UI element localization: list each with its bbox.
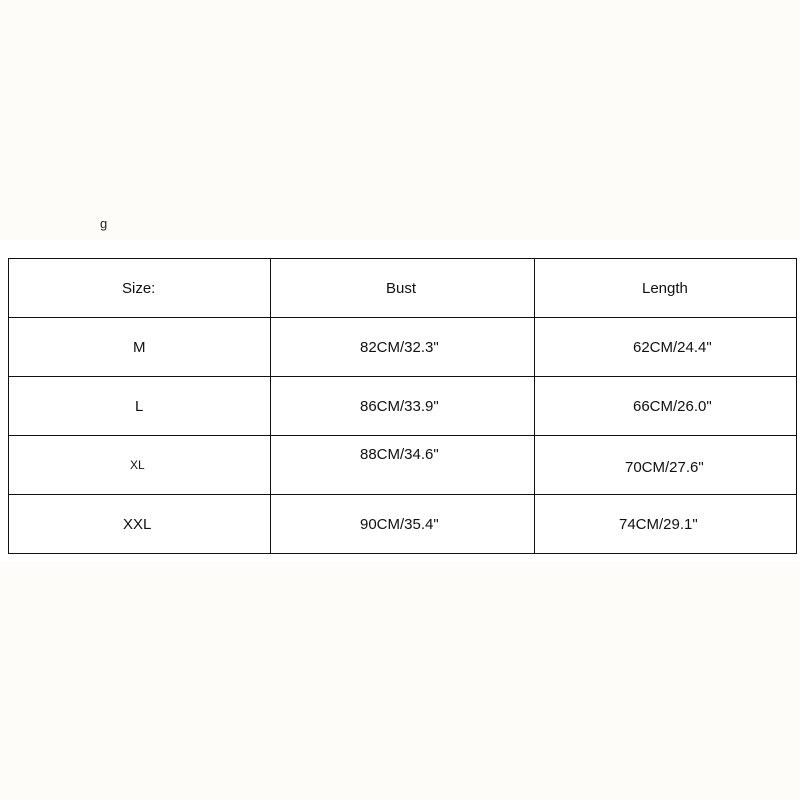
top-blank-area	[0, 0, 800, 240]
size-cell: L	[9, 377, 271, 436]
cropped-caption-fragment: g	[100, 216, 108, 231]
length-cell: 74CM/29.1"	[535, 495, 797, 554]
size-cell: XXL	[9, 495, 271, 554]
bust-cell: 88CM/34.6"	[271, 436, 535, 495]
table-row	[9, 495, 797, 554]
header-cell-bust: Bust	[271, 259, 535, 318]
bust-cell: 82CM/32.3"	[271, 318, 535, 377]
header-cell-length: Length	[535, 259, 797, 318]
bust-cell: 90CM/35.4"	[271, 495, 535, 554]
length-cell: 70CM/27.6"	[535, 436, 797, 495]
size-cell: XL	[9, 436, 271, 495]
size-cell: M	[9, 318, 271, 377]
length-cell: 66CM/26.0"	[535, 377, 797, 436]
length-cell: 62CM/24.4"	[535, 318, 797, 377]
table-header-row	[9, 259, 797, 318]
header-cell-size: Size:	[9, 259, 271, 318]
table-row	[9, 377, 797, 436]
table-row	[9, 436, 797, 495]
bust-cell: 86CM/33.9"	[271, 377, 535, 436]
size-chart-table	[8, 258, 797, 554]
bottom-blank-area	[0, 562, 800, 800]
table-row	[9, 318, 797, 377]
